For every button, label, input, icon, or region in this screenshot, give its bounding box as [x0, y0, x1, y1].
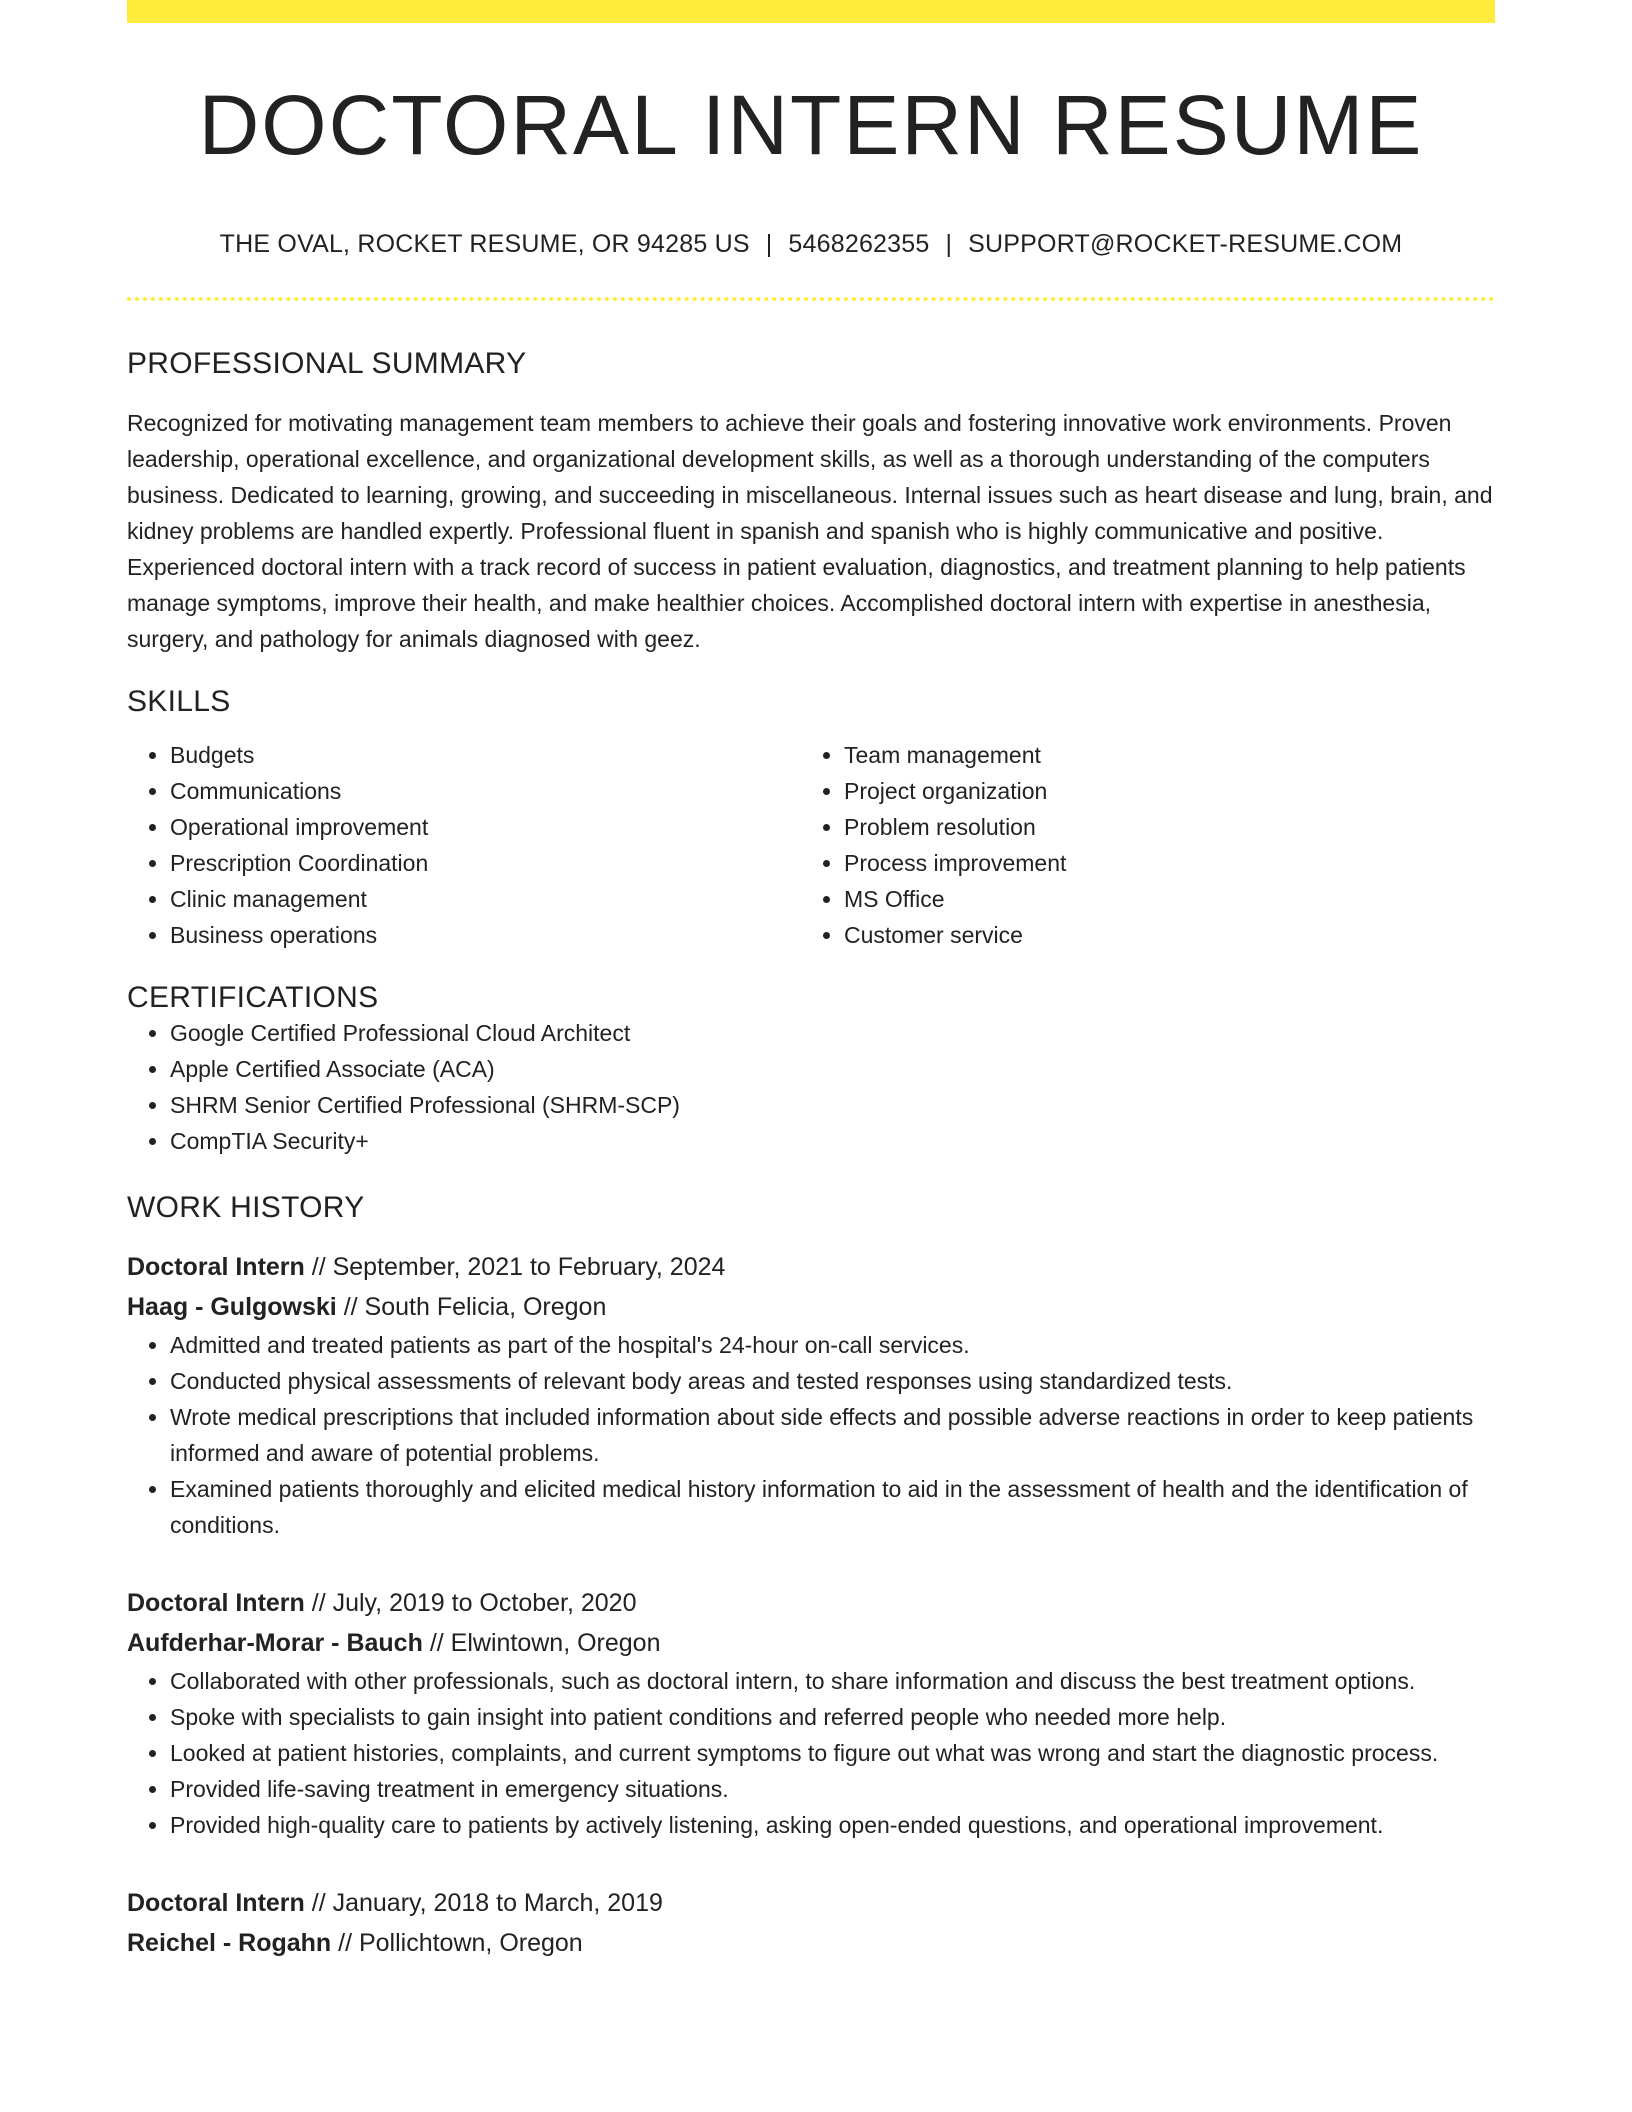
- job-title: Doctoral Intern: [127, 1589, 305, 1617]
- job-entry: [127, 1247, 1495, 1543]
- job-company-line: [127, 1923, 1495, 1963]
- resume-page: [127, 0, 1495, 1963]
- skill-item: • Project organization: [844, 773, 1475, 809]
- skills-column-right: [801, 737, 1475, 953]
- certification-item: • SHRM Senior Certified Professional (SHRM-SCP): [170, 1087, 1495, 1123]
- job-duty-item: • Spoke with specialists to gain insight into patient conditions and referred people who needed more help.: [170, 1699, 1495, 1735]
- job-title: Doctoral Intern: [127, 1889, 305, 1917]
- contact-email: SUPPORT@ROCKET-RESUME.COM: [968, 230, 1403, 258]
- skills-column-left: [127, 737, 801, 953]
- skills-list-right: [801, 737, 1475, 953]
- job-duty-item: • Conducted physical assessments of relevant body areas and tested responses using standardized tests.: [170, 1363, 1495, 1399]
- job-title: Doctoral Intern: [127, 1253, 305, 1281]
- job-dates: // September, 2021 to February, 2024: [304, 1253, 726, 1281]
- certification-item: • Apple Certified Associate (ACA): [170, 1051, 1495, 1087]
- job-company-line: [127, 1287, 1495, 1327]
- job-location: // South Felicia, Oregon: [336, 1293, 607, 1321]
- certifications-list: [127, 1015, 1495, 1159]
- skill-item: • MS Office: [844, 881, 1475, 917]
- dotted-divider: [127, 297, 1495, 301]
- job-duty-item: • Provided life-saving treatment in emergency situations.: [170, 1771, 1495, 1807]
- skill-item: • Prescription Coordination: [170, 845, 801, 881]
- job-duty-item: • Admitted and treated patients as part of the hospital's 24-hour on-call services.: [170, 1327, 1495, 1363]
- summary-heading: PROFESSIONAL SUMMARY: [127, 347, 527, 380]
- job-duty-item: • Collaborated with other professionals, such as doctoral intern, to share information and discuss the best treatment options.: [170, 1663, 1495, 1699]
- certification-item: • CompTIA Security+: [170, 1123, 1495, 1159]
- skills-grid: [127, 737, 1495, 953]
- job-dates: // January, 2018 to March, 2019: [304, 1889, 663, 1917]
- contact-address: THE OVAL, ROCKET RESUME, OR 94285 US: [219, 230, 750, 258]
- work-history-heading: WORK HISTORY: [127, 1191, 365, 1224]
- skills-list-left: [127, 737, 801, 953]
- skill-item: • Operational improvement: [170, 809, 801, 845]
- certifications-heading: CERTIFICATIONS: [127, 981, 379, 1014]
- job-title-line: [127, 1883, 1495, 1923]
- resume-title: DOCTORAL INTERN RESUME: [198, 78, 1424, 172]
- job-title-line: [127, 1247, 1495, 1287]
- job-company: Aufderhar-Morar - Bauch: [127, 1629, 423, 1657]
- job-company-line: [127, 1623, 1495, 1663]
- job-duty-item: • Examined patients thoroughly and elicited medical history information to aid in the assessment of health and the identification of conditions.: [170, 1471, 1495, 1543]
- job-duty-item: • Provided high-quality care to patients by actively listening, asking open-ended questions, and operational improvement.: [170, 1807, 1495, 1843]
- job-location: // Elwintown, Oregon: [422, 1629, 661, 1657]
- skill-item: • Clinic management: [170, 881, 801, 917]
- job-duties-list: [127, 1663, 1495, 1843]
- skill-item: • Budgets: [170, 737, 801, 773]
- certification-item: • Google Certified Professional Cloud Architect: [170, 1015, 1495, 1051]
- summary-text: Recognized for motivating management team members to achieve their goals and fostering innovative work environments. Proven leadership, operational excellence, and organizational development skills, as well as a thorough understanding of the computers business. Dedicated to learning, growing, and succeeding in miscellaneous. Internal issues such as heart disease and lung, brain, and kidney problems are handled expertly. Professional fluent in spanish and spanish who is highly communicative and positive. Experienced doctoral intern with a track record of success in patient evaluation, diagnostics, and treatment planning to help patients manage symptoms, improve their health, and make healthier choices. Accomplished doctoral intern with expertise in anesthesia, surgery, and pathology for animals diagnosed with geez.: [127, 410, 1493, 652]
- contact-separator: |: [765, 230, 773, 258]
- skill-item: • Customer service: [844, 917, 1475, 953]
- contact-phone: 5468262355: [788, 230, 930, 258]
- skill-item: • Business operations: [170, 917, 801, 953]
- skills-heading: SKILLS: [127, 685, 231, 718]
- job-duties-list: [127, 1327, 1495, 1543]
- skill-item: • Communications: [170, 773, 801, 809]
- job-entry: [127, 1883, 1495, 1963]
- skill-item: • Process improvement: [844, 845, 1475, 881]
- job-location: // Pollichtown, Oregon: [331, 1929, 583, 1957]
- job-company: Haag - Gulgowski: [127, 1293, 337, 1321]
- job-duty-item: • Wrote medical prescriptions that included information about side effects and possible adverse reactions in order to keep patients informed and aware of potential problems.: [170, 1399, 1495, 1471]
- top-accent-bar: [127, 0, 1495, 23]
- contact-line: [127, 230, 1495, 259]
- job-duty-item: • Looked at patient histories, complaints, and current symptoms to figure out what was wrong and start the diagnostic process.: [170, 1735, 1495, 1771]
- job-dates: // July, 2019 to October, 2020: [304, 1589, 637, 1617]
- job-title-line: [127, 1583, 1495, 1623]
- skill-item: • Team management: [844, 737, 1475, 773]
- contact-separator: |: [945, 230, 953, 258]
- skill-item: • Problem resolution: [844, 809, 1475, 845]
- job-entry: [127, 1583, 1495, 1843]
- job-company: Reichel - Rogahn: [127, 1929, 332, 1957]
